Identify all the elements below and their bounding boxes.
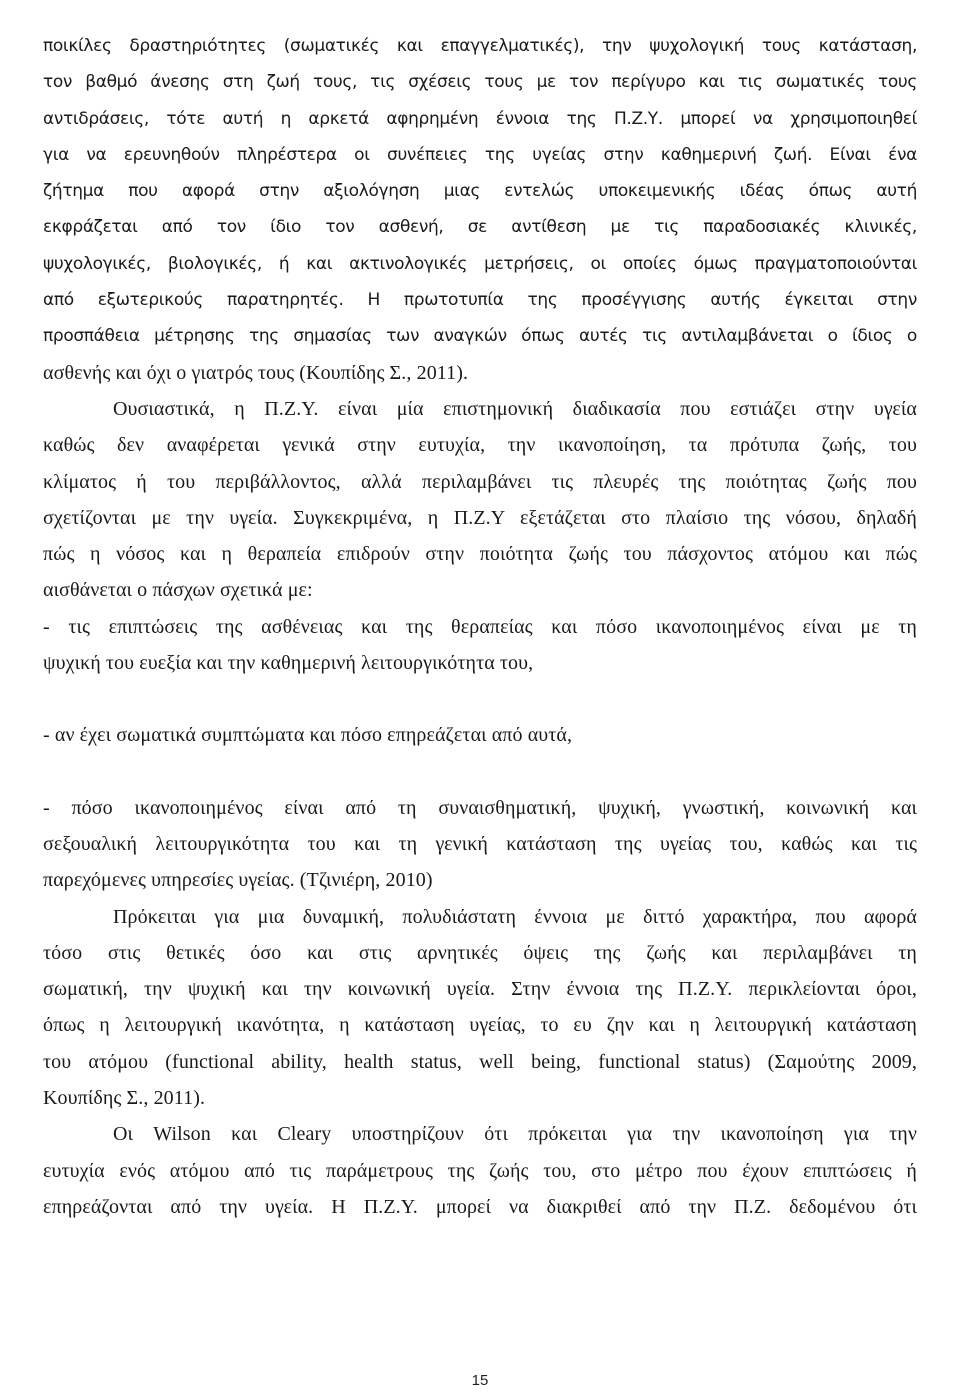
paragraph-gap — [43, 754, 917, 790]
text-line: ποικίλες δραστηριότητες (σωματικές και επαγγελματικές), την ψυχολογική τους κατάσταση, — [43, 36, 917, 56]
paragraph-wilson-cleary — [43, 1116, 917, 1225]
text-line: - αν έχει σωματικά συμπτώματα και πόσο επηρεάζεται από αυτά, — [43, 724, 573, 747]
text-line: του ατόμου (functional ability, health status, well being, functional status) (Σαμούτης 2009, — [43, 1050, 917, 1073]
text-line: σεξουαλική λειτουργικότητα του και τη γενική κατάσταση της υγείας του, καθώς και τις — [43, 832, 917, 855]
text-line: Κουπίδης Σ., 2011). — [43, 1087, 206, 1110]
text-line: Πρόκειται για μια δυναμική, πολυδιάστατη έννοια με διττό χαρακτήρα, που αφορά — [113, 905, 917, 928]
text-line: Οι Wilson και Cleary υποστηρίζουν ότι πρόκειται για την ικανοποίηση για την — [113, 1123, 917, 1146]
page-number: 15 — [471, 1372, 489, 1389]
text-line: ευτυχία ενός ατόμου από τις παράμετρους της ζωής του, στο μέτρο που έχουν επιπτώσεις ή — [43, 1159, 917, 1182]
document-page — [43, 28, 917, 1225]
text-line: εκφράζεται από τον ίδιο τον ασθενή, σε αντίθεση με τις παραδοσιακές κλινικές, — [43, 217, 917, 238]
text-line: - πόσο ικανοποιημένος είναι από τη συναισθηματική, ψυχική, γνωστική, κοινωνική και — [43, 796, 917, 819]
text-line: αντιδράσεις, τότε αυτή η αρκετά αφηρημένη έννοια της Π.Ζ.Υ. μπορεί να χρησιμοποιηθεί — [43, 108, 917, 129]
text-line: ψυχική του ευεξία και την καθημερινή λειτουργικότητα του, — [43, 652, 534, 675]
text-line: ψυχολογικές, βιολογικές, ή και ακτινολογικές μετρήσεις, οι οποίες όμως πραγματοποιούνται — [43, 253, 917, 274]
paragraph-dynamic-concept — [43, 899, 917, 1117]
text-line: τον βαθμό άνεσης στη ζωή τους, τις σχέσεις τους με τον περίγυρο και τις σωματικές τους — [43, 72, 917, 93]
text-line: τόσο στις θετικές όσο και στις αρνητικές όψεις της ζωής και περιλαμβάνει τη — [43, 941, 917, 964]
text-line: καθώς δεν αναφέρεται γενικά στην ευτυχία, την ικανοποίηση, τα πρότυπα ζωής, του — [43, 434, 917, 457]
text-line: ασθενής και όχι ο γιατρός τους (Κουπίδης Σ., 2011). — [43, 361, 469, 384]
text-line: ζήτημα που αφορά στην αξιολόγηση μιας εντελώς υποκειμενικής ιδέας όπως αυτή — [43, 181, 917, 202]
text-line: αισθάνεται ο πάσχων σχετικά με: — [43, 579, 313, 602]
list-item — [43, 790, 917, 899]
list-item — [43, 717, 917, 753]
text-line: Ουσιαστικά, η Π.Ζ.Υ. είναι μία επιστημονική διαδικασία που εστιάζει στην υγεία — [113, 397, 917, 420]
text-line: σωματική, την ψυχική και την κοινωνική υγεία. Στην έννοια της Π.Ζ.Υ. περικλείονται όροι, — [43, 978, 917, 1001]
text-line: - τις επιπτώσεις της ασθένειας και της θεραπείας και πόσο ικανοποιημένος είναι με τη — [43, 615, 917, 638]
text-line: παρεχόμενες υπηρεσίες υγείας. (Τζινιέρη, 2010) — [43, 869, 433, 892]
text-line: κλίματος ή του περιβάλλοντος, αλλά περιλαμβάνει τις πλευρές της ποιότητας ζωής που — [43, 470, 917, 493]
text-line: όπως η λειτουργική ικανότητα, η κατάσταση υγείας, το ευ ζην και η λειτουργική κατάσταση — [43, 1014, 917, 1037]
text-line: από εξωτερικούς παρατηρητές. Η πρωτοτυπία της προσέγγισης αυτής έγκειται στην — [43, 290, 917, 311]
text-line: για να ερευνηθούν πληρέστερα οι συνέπειες της υγείας στην καθημερινή ζωή. Είναι ένα — [43, 144, 917, 165]
text-line: σχετίζονται με την υγεία. Συγκεκριμένα, η Π.Ζ.Υ εξετάζεται στο πλαίσιο της νόσου, δηλαδή — [43, 506, 917, 529]
list-item — [43, 609, 917, 682]
text-line: επηρεάζονται από την υγεία. Η Π.Ζ.Υ. μπορεί να διακριθεί από την Π.Ζ. δεδομένου ότι — [43, 1195, 917, 1218]
text-line: προσπάθεια μέτρησης της σημασίας των αναγκών όπως αυτές τις αντιλαμβάνεται ο ίδιος ο — [43, 326, 917, 347]
paragraph-pzy-definition — [43, 391, 917, 609]
paragraph-gap — [43, 681, 917, 717]
text-line: πώς η νόσος και η θεραπεία επιδρούν στην ποιότητα ζωής του πάσχοντος ατόμου και πώς — [43, 543, 917, 566]
paragraph-health-concepts — [43, 28, 917, 391]
